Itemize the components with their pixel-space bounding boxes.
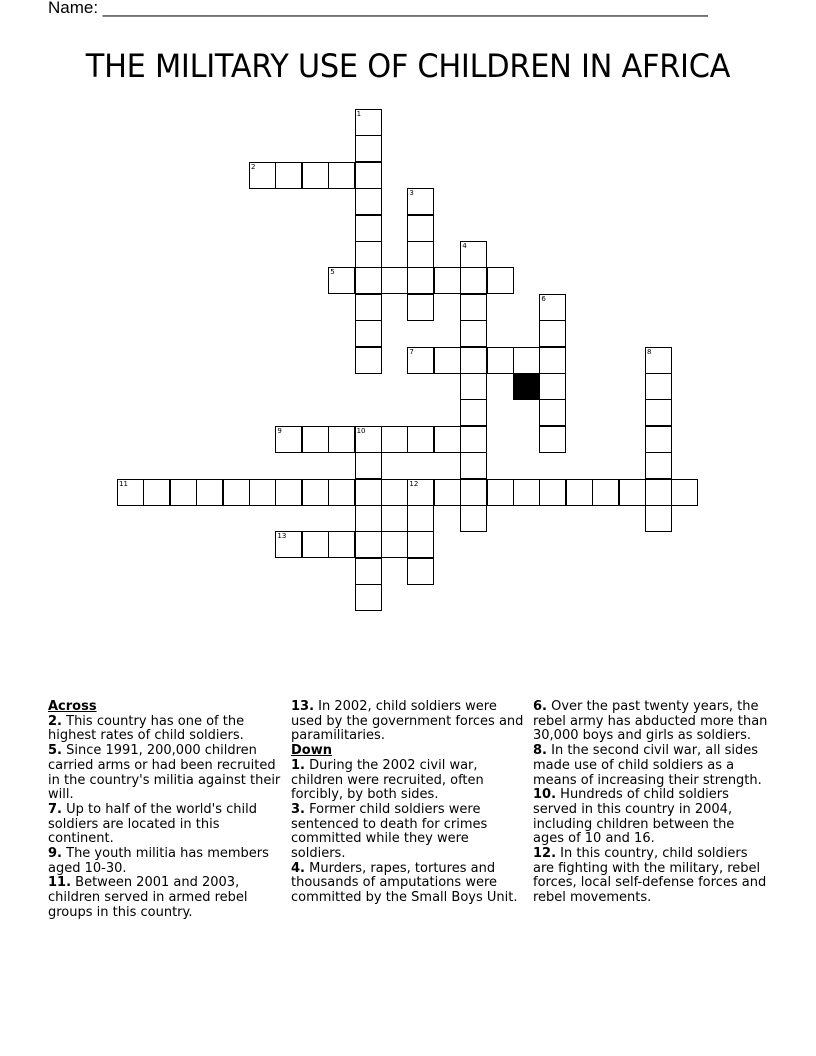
clue-number: 9: [277, 426, 282, 435]
grid-cell[interactable]: [355, 426, 382, 453]
grid-cell[interactable]: [487, 479, 514, 506]
grid-cell[interactable]: [645, 426, 672, 453]
name-field-label: Name: ________________________________________________________________: [48, 0, 708, 17]
grid-cell[interactable]: [355, 294, 382, 321]
grid-cell[interactable]: [355, 241, 382, 268]
grid-cell[interactable]: [355, 109, 382, 136]
grid-cell[interactable]: [275, 531, 302, 558]
grid-cell[interactable]: [381, 267, 408, 294]
grid-cell[interactable]: [381, 479, 408, 506]
grid-cell[interactable]: [407, 267, 434, 294]
clue-number: 5: [330, 268, 335, 277]
grid-cell[interactable]: [645, 399, 672, 426]
clue-number: 8: [647, 347, 652, 356]
grid-cell[interactable]: [355, 347, 382, 374]
grid-cell[interactable]: [460, 452, 487, 479]
grid-cell[interactable]: [328, 479, 355, 506]
grid-cell[interactable]: [170, 479, 197, 506]
grid-cell[interactable]: [460, 294, 487, 321]
grid-cell[interactable]: [460, 426, 487, 453]
grid-cell[interactable]: [645, 505, 672, 532]
across-clue-2: 2. This country has one of the highest rates of child soldiers.: [48, 713, 245, 744]
grid-cell[interactable]: [407, 188, 434, 215]
grid-cell[interactable]: [407, 558, 434, 585]
grid-cell[interactable]: [381, 426, 408, 453]
clue-number: 3: [409, 189, 414, 198]
clue-number: 11: [119, 479, 128, 488]
grid-cell[interactable]: [328, 531, 355, 558]
grid-cell[interactable]: [275, 426, 302, 453]
grid-cell[interactable]: [196, 479, 223, 506]
across-clue-13: 13. In 2002, child soldiers were used by the government forces and paramilitaries.: [291, 699, 524, 744]
clue-number: 4: [462, 242, 467, 250]
grid-cell[interactable]: [302, 479, 329, 506]
grid-cell[interactable]: [671, 479, 698, 506]
grid-cell[interactable]: [460, 479, 487, 506]
grid-cell[interactable]: [249, 162, 276, 189]
grid-cell[interactable]: [275, 479, 302, 506]
grid-cell[interactable]: [407, 479, 434, 506]
down-clue-12: 12. In this country, child soldiers are fighting with the military, rebel forces, local self-defense forces and rebel movements.: [533, 846, 767, 906]
clue-number: 6: [541, 294, 546, 303]
grid-cell[interactable]: [302, 426, 329, 453]
clue-number: 10: [356, 426, 366, 435]
grid-cell[interactable]: [539, 373, 566, 400]
grid-cell[interactable]: [381, 531, 408, 558]
grid-cell[interactable]: [355, 584, 382, 611]
grid-cell[interactable]: [434, 347, 461, 374]
grid-cell[interactable]: [460, 399, 487, 426]
grid-cell[interactable]: [592, 479, 619, 506]
clue-number: 12: [409, 479, 419, 488]
grid-cell[interactable]: [355, 135, 382, 162]
grid-cell[interactable]: [355, 320, 382, 347]
grid-cell[interactable]: [539, 347, 566, 374]
grid-cell[interactable]: [355, 162, 382, 189]
grid-cell[interactable]: [539, 294, 566, 321]
grid-cell[interactable]: [223, 479, 250, 506]
grid-cell[interactable]: [143, 479, 170, 506]
grid-cell[interactable]: [645, 452, 672, 479]
across-heading: Across: [48, 699, 97, 714]
grid-cell[interactable]: [302, 531, 329, 558]
grid-cell[interactable]: [355, 479, 382, 506]
grid-cell[interactable]: [434, 479, 461, 506]
grid-cell[interactable]: [645, 479, 672, 506]
across-clue-11: 11. Between 2001 and 2003, children served in armed rebel groups in this country.: [48, 875, 248, 920]
clue-column-3: [533, 700, 768, 906]
clue-column-1: [48, 700, 283, 921]
down-clue-4: 4. Murders, rapes, tortures and thousands of amputations were committed by the Small Boys Unit.: [291, 860, 518, 906]
grid-cell[interactable]: [407, 426, 434, 453]
grid-cell[interactable]: [487, 347, 514, 374]
grid-cell[interactable]: [328, 162, 355, 189]
down-clue-1: 1. During the 2002 civil war, children were recruited, often forcibly, by both sides.: [291, 757, 484, 803]
grid-cell[interactable]: [434, 267, 461, 294]
grid-cell[interactable]: [355, 505, 382, 532]
grid-cell[interactable]: [539, 479, 566, 506]
across-clue-5: 5. Since 1991, 200,000 children carried arms or had been recruited in the country's militia against their will.: [48, 743, 281, 803]
grid-cell[interactable]: [513, 347, 540, 374]
down-clue-10: 10. Hundreds of child soldiers served in this country in 2004, including children between the ages of 10 and 16.: [533, 787, 735, 847]
grid-cell[interactable]: [460, 241, 487, 268]
grid-cell[interactable]: [328, 426, 355, 453]
grid-cell[interactable]: [355, 558, 382, 585]
grid-cell[interactable]: [407, 241, 434, 268]
clue-column-2: [291, 700, 526, 906]
grid-cell[interactable]: [434, 426, 461, 453]
across-clue-9: 9. The youth militia has members aged 10-30.: [48, 846, 269, 876]
grid-cell[interactable]: [539, 320, 566, 347]
down-clue-8: 8. In the second civil war, all sides made use of child soldiers as a means of increasing their strength.: [533, 743, 762, 788]
grid-cell[interactable]: [355, 215, 382, 242]
grid-cell[interactable]: [407, 347, 434, 374]
grid-cell[interactable]: [117, 479, 144, 506]
grid-cell[interactable]: [302, 162, 329, 189]
grid-cell[interactable]: [460, 505, 487, 532]
grid-cell[interactable]: [566, 479, 593, 506]
grid-cell[interactable]: [355, 452, 382, 479]
grid-cell[interactable]: [328, 267, 355, 294]
grid-cell[interactable]: [539, 399, 566, 426]
grid-cell[interactable]: [407, 505, 434, 532]
grid-cell[interactable]: [355, 531, 382, 558]
grid-cell[interactable]: [460, 320, 487, 347]
grid-cell[interactable]: [249, 479, 276, 506]
grid-cell[interactable]: [539, 426, 566, 453]
grid-cell[interactable]: [355, 267, 382, 294]
across-clue-7: 7. Up to half of the world's child soldiers are located in this continent.: [48, 801, 257, 847]
grid-cell[interactable]: [487, 267, 514, 294]
grid-cell[interactable]: [355, 188, 382, 215]
clue-number: 7: [409, 347, 414, 356]
grid-cell[interactable]: [645, 373, 672, 400]
down-clue-3: 3. Former child soldiers were sentenced to death for crimes committed while they were soldiers.: [291, 801, 488, 862]
black-square: [513, 373, 540, 400]
grid-cell[interactable]: [407, 215, 434, 242]
clue-number: 13: [277, 532, 287, 541]
clue-number: 1: [356, 110, 362, 118]
down-clue-6: 6. Over the past twenty years, the rebel army has abducted more than 30,000 boys and girls as soldiers.: [533, 699, 768, 744]
grid-cell[interactable]: [460, 373, 487, 400]
grid-cell[interactable]: [645, 347, 672, 374]
grid-cell[interactable]: [460, 267, 487, 294]
grid-cell[interactable]: [407, 531, 434, 558]
grid-cell[interactable]: [619, 479, 646, 506]
grid-cell[interactable]: [275, 162, 302, 189]
page-title: THE MILITARY USE OF CHILDREN IN AFRICA: [85, 47, 731, 85]
grid-cell[interactable]: [460, 347, 487, 374]
clue-number: 2: [251, 162, 256, 171]
grid-cell[interactable]: [407, 294, 434, 321]
down-heading: Down: [291, 743, 332, 759]
grid-cell[interactable]: [513, 479, 540, 506]
